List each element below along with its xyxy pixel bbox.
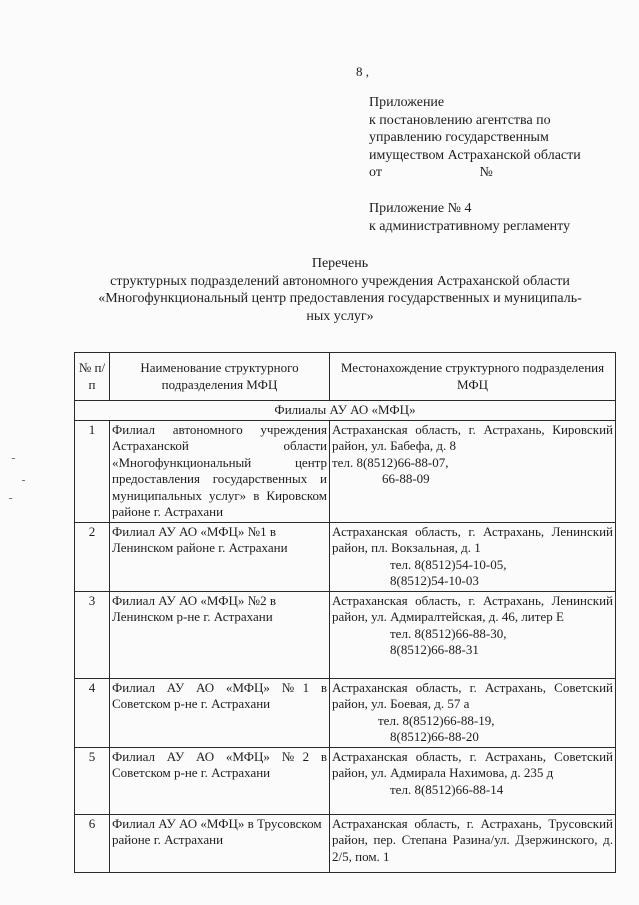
appendix-line: управлению государственным [369,130,549,145]
branch-phone: 8(8512)54-10-03 [390,573,479,588]
appendix-block-2 [369,200,570,235]
branch-address: Астраханская область, г. Астрахань, Ленинский район, пл. Вокзальная, д. 1 [332,523,613,555]
appendix-line: имуществом Астраханской области [369,147,581,163]
row-number: 1 [75,420,110,522]
row-number: 5 [75,747,110,814]
table-row [75,420,616,522]
branch-phone: тел. 8(8512)66-88-19, [378,712,495,728]
branch-phone: тел. 8(8512)66-88-30, [390,625,507,641]
section-title: Филиалы АУ АО «МФЦ» [75,401,616,421]
table-row [75,814,616,872]
branch-location [330,678,616,747]
number-label: № [479,165,493,180]
appendix-line: к постановлению агентства по [369,112,551,128]
header-num: № п/п [75,353,110,401]
table-row [75,678,616,747]
section-row [75,401,616,421]
appendix-reference: к административному регламенту [369,218,571,234]
appendix-block-1 [369,94,581,182]
page-number: 8 , [356,64,369,79]
title-heading: Перечень [311,256,369,271]
header-name: Наименование структурного подразделения МФЦ [110,353,330,401]
from-label: от [369,165,382,180]
branch-phone: 66-88-09 [382,471,430,486]
branch-location [330,814,616,872]
branch-phone: тел. 8(8512)66-88-14 [390,781,504,797]
branch-address: Астраханская область, г. Астрахань, Советский район, ул. Адмирала Нахимова, д. 235 д [332,748,613,780]
branch-address: Астраханская область, г. Астрахань, Трусовский район, пер. Степана Разина/ул. Дзержинского, д. 2/5, пом. 1 [332,815,613,864]
scan-speck [12,458,15,459]
row-number: 2 [75,522,110,591]
branch-location [330,420,616,522]
row-number: 4 [75,678,110,747]
branch-phone: 8(8512)66-88-20 [390,729,479,744]
table-row [75,591,616,678]
branch-phone: 8(8512)66-88-31 [390,642,479,657]
title-line: структурных подразделений автономного учреждения Астраханской области [110,273,570,289]
branch-name: Филиал АУ АО «МФЦ» №1 в Советском р-не г. Астрахани [110,678,330,747]
scan-speck [22,480,25,481]
branch-location [330,522,616,591]
branch-name: Филиал АУ АО «МФЦ» в Трусовском районе г. Астрахани [110,814,330,872]
branch-location [330,747,616,814]
branch-address: Астраханская область, г. Астрахань, Ленинский район, ул. Адмиралтейская, д. 46, литер Е [332,592,613,624]
branch-location [330,591,616,678]
document-title [60,255,620,325]
branch-address: Астраханская область, г. Астрахань, Советский район, ул. Боевая, д. 57 а [332,679,613,711]
title-line: ных услуг» [306,308,374,324]
table-row [75,747,616,814]
branch-name: Филиал АУ АО «МФЦ» №2 в Советском р-не г. Астрахани [110,747,330,814]
appendix-line: Приложение [369,95,445,110]
branch-address: Астраханская область, г. Астрахань, Кировский район, ул. Бабефа, д. 8 [332,421,613,453]
appendix-date-line [369,164,581,182]
title-line: «Многофункциональный центр предоставления государственных и муниципаль- [98,291,582,306]
scan-speck [9,498,12,499]
branch-phone: тел. 8(8512)54-10-05, [390,556,507,572]
row-number: 3 [75,591,110,678]
branch-name: Филиал АУ АО «МФЦ» №2 в Ленинском р-не г. Астрахани [110,591,330,678]
branch-name: Филиал автономного учреждения Астраханской области «Многофункциональный центр предоставления государственных и муниципальных услуг» в Кировском районе г. Астрахани [110,420,330,522]
branches-table [74,352,616,873]
branch-phone: тел. 8(8512)66-88-07, [332,454,449,470]
table-header-row [75,353,616,401]
table-row [75,522,616,591]
header-location: Местонахождение структурного подразделения МФЦ [330,353,616,401]
branch-name: Филиал АУ АО «МФЦ» №1 в Ленинском районе г. Астрахани [110,522,330,591]
appendix-number: Приложение № 4 [369,201,472,216]
row-number: 6 [75,814,110,872]
